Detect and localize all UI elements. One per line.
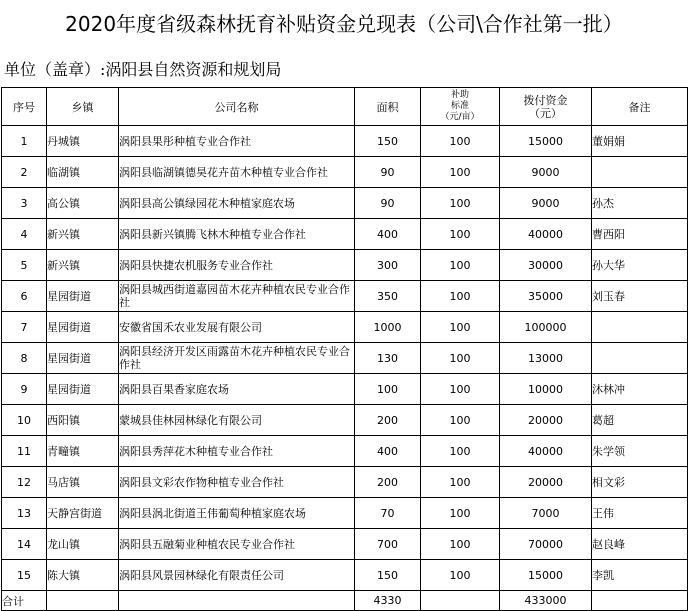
- cell-index: 8: [2, 343, 47, 374]
- header-funds-line2: （元）: [529, 106, 562, 120]
- cell-town: 星园街道: [47, 343, 119, 374]
- table-row: [2, 529, 688, 560]
- cell-area: 400: [355, 219, 421, 250]
- cell-area: 90: [355, 157, 421, 188]
- cell-town: 青疃镇: [47, 436, 119, 467]
- cell-standard: 100: [421, 281, 500, 312]
- header-area: 面积: [355, 88, 421, 126]
- table-body: [2, 126, 688, 591]
- table-row: [2, 374, 688, 405]
- cell-funds: 35000: [500, 281, 592, 312]
- header-town: 乡镇: [47, 88, 119, 126]
- cell-area: 300: [355, 250, 421, 281]
- cell-town: 临湖镇: [47, 157, 119, 188]
- cell-company: 涡阳县风景园林绿化有限责任公司: [119, 560, 355, 591]
- cell-area: 350: [355, 281, 421, 312]
- cell-remark: [592, 157, 688, 188]
- cell-standard: 100: [421, 188, 500, 219]
- cell-funds: 40000: [500, 219, 592, 250]
- cell-index: 4: [2, 219, 47, 250]
- cell-area: 200: [355, 405, 421, 436]
- cell-remark: 刘玉春: [592, 281, 688, 312]
- cell-town: 丹城镇: [47, 126, 119, 157]
- cell-remark: 相文彩: [592, 467, 688, 498]
- issuing-unit: 单位（盖章）:涡阳县自然资源和规划局: [4, 60, 282, 79]
- cell-funds: 7000: [500, 498, 592, 529]
- cell-company: 涡阳县高公镇绿园花木种植家庭农场: [119, 188, 355, 219]
- cell-index: 1: [2, 126, 47, 157]
- cell-remark: 朱学领: [592, 436, 688, 467]
- cell-remark: 葛超: [592, 405, 688, 436]
- cell-standard: 100: [421, 250, 500, 281]
- cell-remark: [592, 343, 688, 374]
- cell-area: 150: [355, 126, 421, 157]
- table-row: [2, 312, 688, 343]
- cell-index: 11: [2, 436, 47, 467]
- cell-area: 70: [355, 498, 421, 529]
- cell-town: 陈大镇: [47, 560, 119, 591]
- total-funds: 433000: [500, 591, 592, 611]
- table-row: [2, 157, 688, 188]
- cell-remark: 曹西阳: [592, 219, 688, 250]
- cell-funds: 30000: [500, 250, 592, 281]
- cell-index: 5: [2, 250, 47, 281]
- cell-company: 涡阳县城西街道嘉园苗木花卉种植农民专业合作社: [119, 281, 355, 312]
- cell-standard: 100: [421, 219, 500, 250]
- table-row: [2, 250, 688, 281]
- cell-company: 涡阳县快捷农机服务专业合作社: [119, 250, 355, 281]
- cell-company: 蒙城县佳林园林绿化有限公司: [119, 405, 355, 436]
- header-standard-line3: （元/亩）: [440, 112, 480, 122]
- cell-company: 涡阳县秀萍花木种植专业合作社: [119, 436, 355, 467]
- cell-company: 涡阳县五融菊业种植农民专业合作社: [119, 529, 355, 560]
- document-title: 2020年度省级森林抚育补贴资金兑现表（公司\合作社第一批）: [65, 12, 623, 36]
- cell-area: 1000: [355, 312, 421, 343]
- header-standard: [421, 88, 500, 126]
- cell-funds: 15000: [500, 126, 592, 157]
- cell-company: 涡阳县涡北街道王伟葡萄种植家庭农场: [119, 498, 355, 529]
- cell-remark: 董娟娟: [592, 126, 688, 157]
- cell-standard: 100: [421, 312, 500, 343]
- cell-funds: 100000: [500, 312, 592, 343]
- cell-funds: 15000: [500, 560, 592, 591]
- subsidy-table: [1, 87, 688, 611]
- cell-town: 星园街道: [47, 374, 119, 405]
- cell-funds: 40000: [500, 436, 592, 467]
- total-label: 合计: [2, 591, 47, 611]
- cell-remark: 王伟: [592, 498, 688, 529]
- table-row: [2, 498, 688, 529]
- cell-remark: 孙大华: [592, 250, 688, 281]
- table-row: [2, 343, 688, 374]
- header-remark: 备注: [592, 88, 688, 126]
- header-index: 序号: [2, 88, 47, 126]
- cell-company: 涡阳县文彩农作物种植专业合作社: [119, 467, 355, 498]
- cell-company: 涡阳县新兴镇腾飞林木种植专业合作社: [119, 219, 355, 250]
- cell-index: 10: [2, 405, 47, 436]
- cell-index: 12: [2, 467, 47, 498]
- cell-funds: 20000: [500, 467, 592, 498]
- table-row: [2, 281, 688, 312]
- cell-town: 新兴镇: [47, 250, 119, 281]
- cell-funds: 10000: [500, 374, 592, 405]
- cell-area: 700: [355, 529, 421, 560]
- cell-index: 13: [2, 498, 47, 529]
- cell-area: 150: [355, 560, 421, 591]
- cell-town: 龙山镇: [47, 529, 119, 560]
- cell-standard: 100: [421, 529, 500, 560]
- cell-remark: 沐林冲: [592, 374, 688, 405]
- cell-index: 14: [2, 529, 47, 560]
- cell-index: 9: [2, 374, 47, 405]
- table-row: [2, 560, 688, 591]
- cell-town: 西阳镇: [47, 405, 119, 436]
- table-row: [2, 405, 688, 436]
- cell-funds: 9000: [500, 188, 592, 219]
- cell-company: 安徽省国禾农业发展有限公司: [119, 312, 355, 343]
- cell-standard: 100: [421, 374, 500, 405]
- table-row: [2, 126, 688, 157]
- cell-town: 新兴镇: [47, 219, 119, 250]
- table-row: [2, 188, 688, 219]
- cell-area: 90: [355, 188, 421, 219]
- cell-area: 100: [355, 374, 421, 405]
- cell-area: 200: [355, 467, 421, 498]
- header-company: 公司名称: [119, 88, 355, 126]
- cell-town: 星园街道: [47, 281, 119, 312]
- cell-funds: 9000: [500, 157, 592, 188]
- cell-funds: 20000: [500, 405, 592, 436]
- cell-standard: 100: [421, 343, 500, 374]
- cell-standard: 100: [421, 157, 500, 188]
- table-header-row: [2, 88, 688, 126]
- cell-standard: 100: [421, 498, 500, 529]
- cell-index: 7: [2, 312, 47, 343]
- header-standard-line2: 标准: [450, 101, 469, 111]
- table-row: [2, 219, 688, 250]
- cell-index: 3: [2, 188, 47, 219]
- cell-company: 涡阳县经济开发区雨露苗木花卉种植农民专业合作社: [119, 343, 355, 374]
- total-area: 4330: [355, 591, 421, 611]
- header-funds: [500, 88, 592, 126]
- cell-company: 涡阳县临湖镇德昊花卉苗木种植专业合作社: [119, 157, 355, 188]
- header-standard-line1: 补助: [450, 90, 469, 100]
- cell-town: 天静宫街道: [47, 498, 119, 529]
- cell-standard: 100: [421, 126, 500, 157]
- cell-funds: 70000: [500, 529, 592, 560]
- table-row: [2, 467, 688, 498]
- cell-index: 15: [2, 560, 47, 591]
- cell-remark: 赵良峰: [592, 529, 688, 560]
- cell-remark: 李凯: [592, 560, 688, 591]
- cell-standard: 100: [421, 560, 500, 591]
- cell-company: 涡阳县果彤种植专业合作社: [119, 126, 355, 157]
- cell-standard: 100: [421, 467, 500, 498]
- cell-town: 星园街道: [47, 312, 119, 343]
- header-funds-line1: 拨付资金: [523, 93, 568, 107]
- cell-company: 涡阳县百果香家庭农场: [119, 374, 355, 405]
- table-row: [2, 436, 688, 467]
- cell-town: 马店镇: [47, 467, 119, 498]
- cell-remark: [592, 312, 688, 343]
- cell-standard: 100: [421, 405, 500, 436]
- cell-index: 2: [2, 157, 47, 188]
- cell-town: 高公镇: [47, 188, 119, 219]
- cell-remark: 孙杰: [592, 188, 688, 219]
- cell-standard: 100: [421, 436, 500, 467]
- cell-index: 6: [2, 281, 47, 312]
- cell-area: 130: [355, 343, 421, 374]
- cell-area: 400: [355, 436, 421, 467]
- cell-funds: 13000: [500, 343, 592, 374]
